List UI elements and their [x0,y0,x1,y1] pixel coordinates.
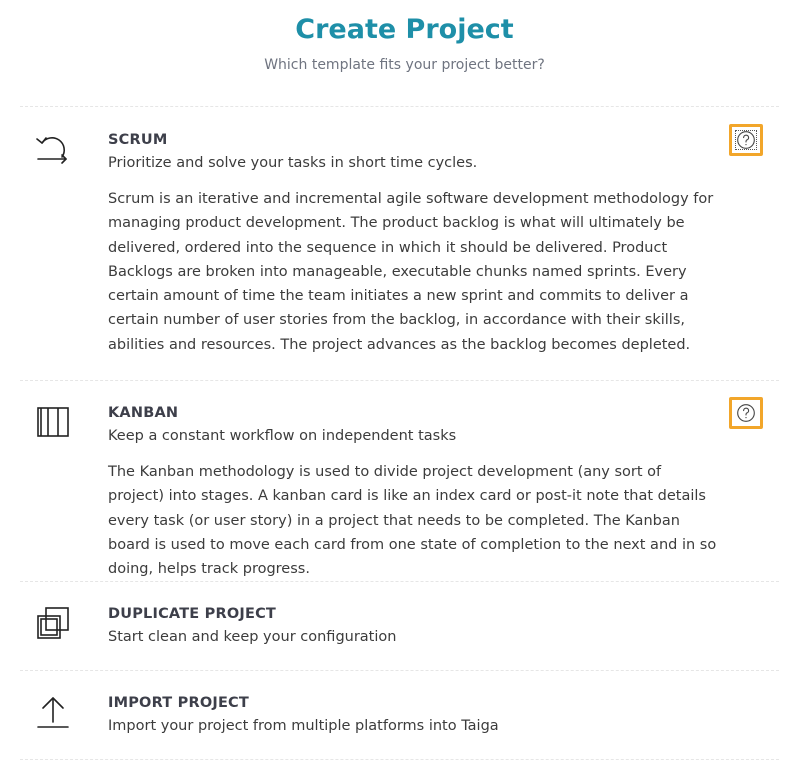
template-option-duplicate[interactable] [20,581,779,670]
page-title: Create Project [295,14,514,45]
template-name: IMPORT PROJECT [108,695,249,711]
template-name: SCRUM [108,132,168,148]
question-mark-icon [736,403,756,423]
duplicate-squares-icon [34,604,72,642]
question-mark-icon [736,130,756,150]
kanban-help-button[interactable] [729,397,763,429]
kanban-columns-icon [34,403,72,441]
template-tagline: Import your project from multiple platforms into Taiga [108,718,499,734]
template-tagline: Keep a constant workflow on independent tasks [108,428,457,444]
template-list [20,106,779,760]
template-name: KANBAN [108,405,179,421]
template-tagline: Start clean and keep your configuration [108,629,397,645]
template-description: Scrum is an iterative and incremental agile software development methodology for managing product development. The product backlog is what will ultimately be delivered, ordered into the sequence in which it should be delivered. Product Backlogs are broken into manageable, executable chunks named sprints. Every certain amount of time the team initiates a new sprint and commits to deliver a certain number of user stories from the backlog, in accordance with their skills, abilities and resources. The project advances as the backlog becomes depleted. [108,191,714,353]
template-option-scrum[interactable] [20,106,779,380]
template-name: DUPLICATE PROJECT [108,606,277,622]
scrum-help-button[interactable] [729,124,763,156]
template-option-kanban[interactable] [20,380,779,581]
template-description: The Kanban methodology is used to divide project development (any sort of project) into stages. A kanban card is like an index card or post-it note that details every task (or user story) in a project that needs to be completed. The Kanban board is used to move each card from one state of completion to the next and in so doing, helps track progress. [108,464,717,578]
upload-arrow-icon [34,693,72,731]
scrum-cycle-icon [34,129,72,167]
page-header [0,0,809,74]
template-option-import[interactable] [20,670,779,760]
template-tagline: Prioritize and solve your tasks in short time cycles. [108,155,478,171]
page-subtitle: Which template fits your project better? [264,57,545,73]
